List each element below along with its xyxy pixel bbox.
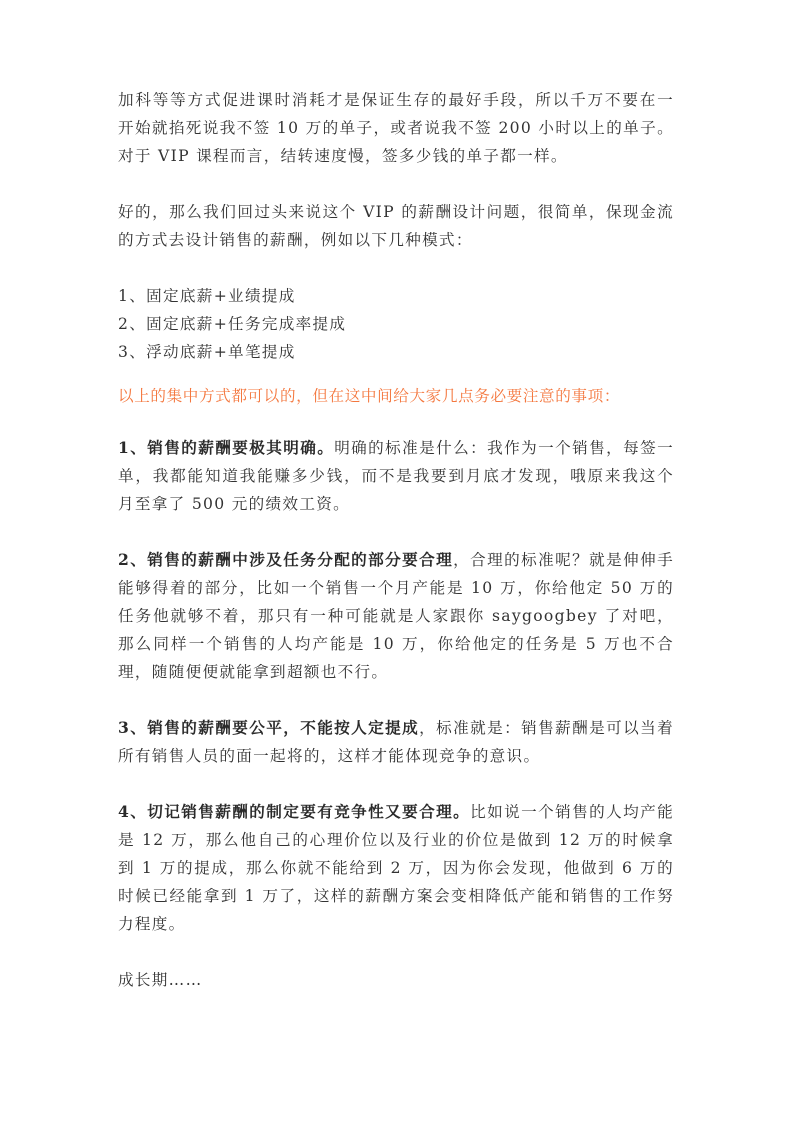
closing-text: 成长期……: [118, 971, 203, 989]
point-heading: 2、销售的薪酬中涉及任务分配的部分要合理: [118, 550, 454, 569]
point-1: [118, 434, 674, 518]
spacer: [118, 170, 674, 198]
mode-item: 2、固定底薪+任务完成率提成: [118, 315, 347, 333]
point-body: ，合理的标准呢？就是伸伸手能够得着的部分，比如一个销售一个月产能是 10 万，你给他定 50 万的任务他就够不着，那只有一种可能就是人家跟你 saygoogbey 了对吧，那么同样一个销售的人均产能是 10 万，你给他定的任务是 5 万也不合理，随随便便就能拿到超额也不行。: [118, 551, 674, 681]
modes-list: [118, 282, 674, 366]
point-heading: 3、销售的薪酬要公平，不能按人定提成: [118, 718, 420, 737]
spacer: [118, 410, 674, 434]
spacer: [118, 254, 674, 282]
vip-paragraph: 好的，那么我们回过头来说这个 VIP 的薪酬设计问题，很简单，保现金流的方式去设计销售的薪酬，例如以下几种模式：: [118, 203, 674, 249]
point-body: 明确的标准是什么：我作为一个销售，每签一单，我都能知道我能赚多少钱，而不是我要到月底才发现，哦原来我这个月至拿了 500 元的绩效工资。: [118, 439, 674, 513]
point-body: ，标准就是：销售薪酬是可以当着所有销售人员的面一起将的，这样才能体现竞争的意识。: [118, 719, 674, 765]
mode-item: 3、浮动底薪+单笔提成: [118, 343, 296, 361]
highlight-note: 以上的集中方式都可以的，但在这中间给大家几点务必要注意的事项：: [118, 387, 621, 405]
spacer: [118, 366, 674, 382]
point-2: [118, 546, 674, 686]
intro-paragraph: 加科等等方式促进课时消耗才是保证生存的最好手段，所以千万不要在一开始就掐死说我不签 10 万的单子，或者说我不签 200 小时以上的单子。对于 VIP 课程而言，结转速度慢，签多少钱的单子都一样。: [118, 91, 674, 165]
point-heading: 4、切记销售薪酬的制定要有竞争性又要合理。: [118, 802, 471, 821]
spacer: [118, 686, 674, 714]
mode-item: 1、固定底薪+业绩提成: [118, 287, 296, 305]
point-heading: 1、销售的薪酬要极其明确。: [118, 438, 335, 457]
spacer: [118, 770, 674, 798]
document-page: [118, 86, 674, 994]
spacer: [118, 938, 674, 966]
point-3: [118, 714, 674, 770]
spacer: [118, 518, 674, 546]
point-body: 比如说一个销售的人均产能是 12 万，那么他自己的心理价位以及行业的价位是做到 12 万的时候拿到 1 万的提成，那么你就不能给到 2 万，因为你会发现，他做到 6 万的时候已经能拿到 1 万了，这样的薪酬方案会变相降低产能和销售的工作努力程度。: [118, 803, 674, 933]
point-4: [118, 798, 674, 938]
